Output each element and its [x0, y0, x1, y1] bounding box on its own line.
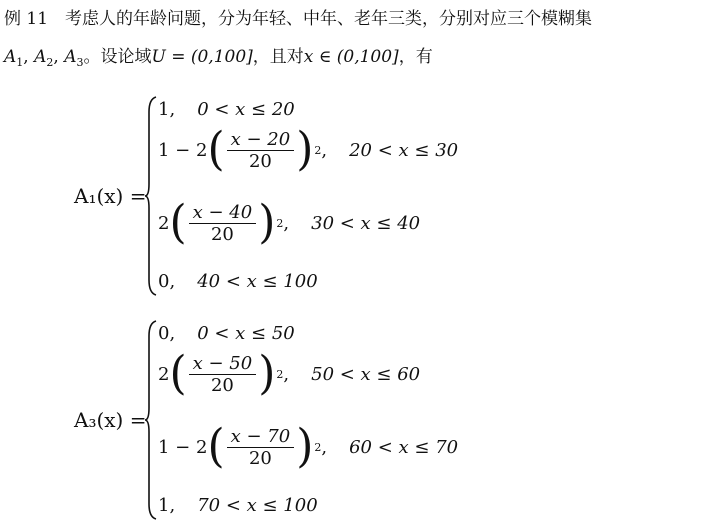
a3-case-1: 0, 0 < x ≤ 50: [158, 322, 295, 344]
a3-case-4: 1, 70 < x ≤ 100: [158, 494, 318, 516]
a1-lhs: A₁(x) =: [74, 184, 147, 208]
fuzzy-sets-line: $A_1$, $A_2$, $A_3$。设论域U = (0,100]，且对x ∈ (0,100]，有: [4, 47, 433, 69]
a3-case-2: 2 ( $\frac{x - 50}{20}$ ) 2 , 50 < x ≤ 60: [158, 346, 421, 401]
universe-expression: U = (0,100]: [151, 47, 253, 67]
a1-case-4: 0, 40 < x ≤ 100: [158, 270, 318, 292]
domain-text: 。设论域: [83, 47, 152, 67]
a1-left-brace: [145, 96, 157, 296]
a1-case-2: 1 − 2 ( $\frac{x - 20}{20}$ ) 2 , 20 < x ≤ 30: [158, 122, 459, 177]
a3-case-3: 1 − 2 ( $\frac{x - 70}{20}$ ) 2 , 60 < x ≤ 70: [158, 419, 459, 474]
x-range-expression: x ∈ (0,100]: [303, 47, 399, 67]
a1-case-1: 1, 0 < x ≤ 20: [158, 98, 295, 120]
a3-left-brace: [145, 320, 157, 520]
example-heading-line: 例 11 考虑人的年龄问题，分为年轻、中年、老年三类，分别对应三个模糊集: [4, 9, 593, 29]
a3-lhs: A₃(x) =: [74, 408, 147, 432]
a1-piecewise-function: [0, 86, 709, 302]
a1-case-3: 2 ( $\frac{x - 40}{20}$ ) 2 , 30 < x ≤ 40: [158, 195, 421, 250]
a3-piecewise-function: [0, 312, 709, 526]
